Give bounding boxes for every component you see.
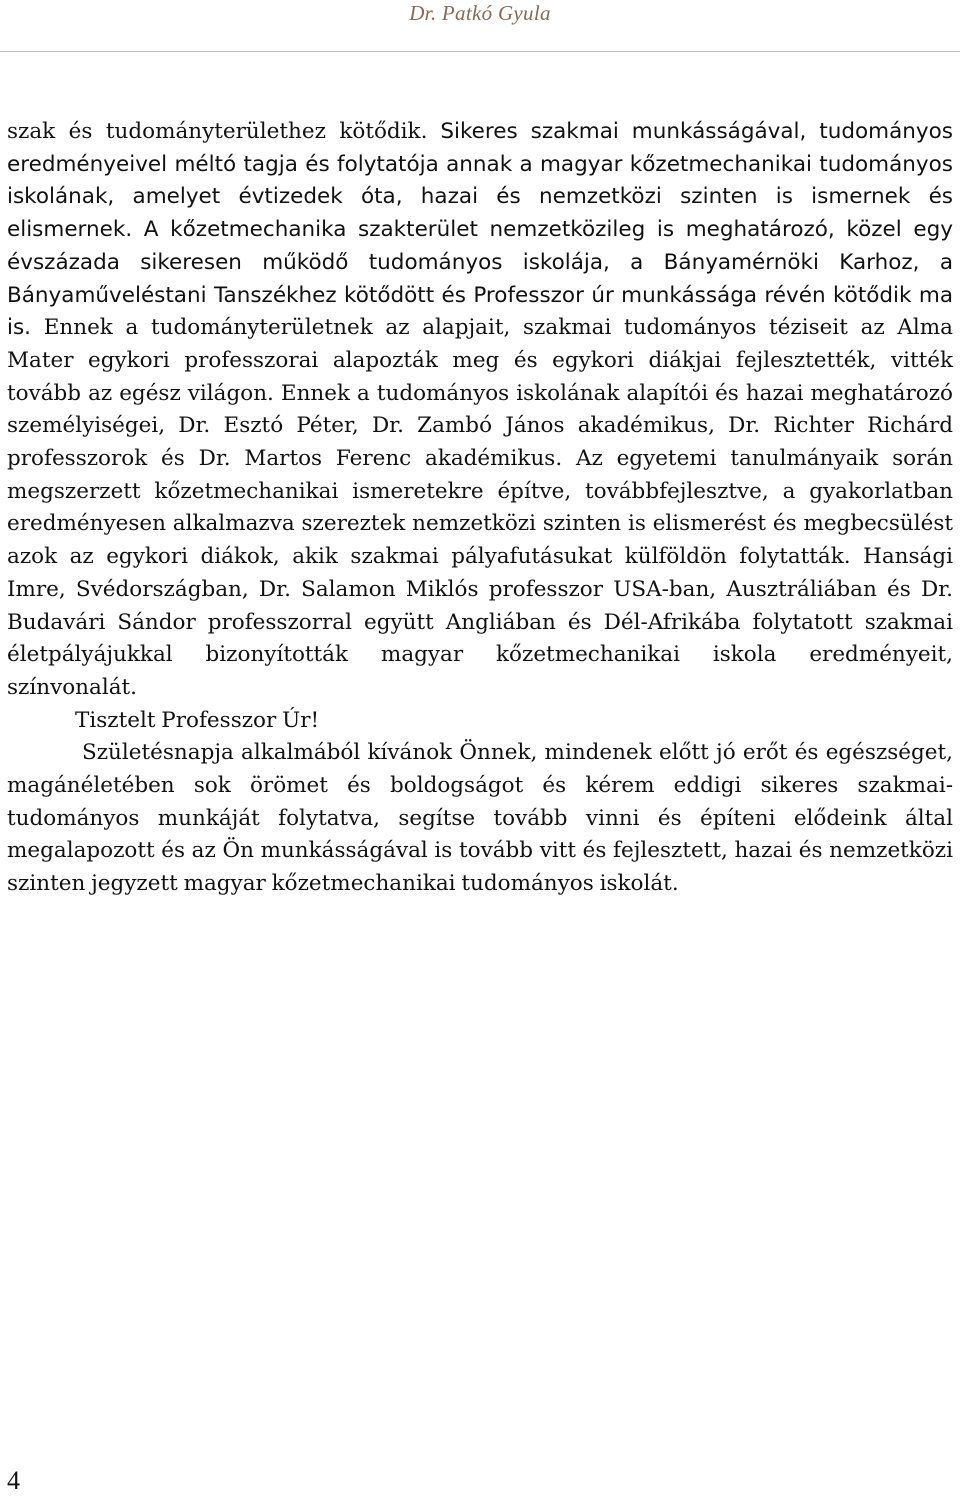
running-header [0,0,960,52]
text-run-founders: Ennek a tudományterületnek az alapjait, szakmai tudományos téziseit az Alma Mater egykori professzorai alapozták meg és egykori diákjai fejlesztették, vitték tovább az egész világon. Ennek a tudományos iskolának alapítói és hazai meghatározó személyiségei, Dr. Esztó Péter, Dr. Zambó János akadémikus, Dr. Richter Richárd professzorok és Dr. Martos Ferenc akadémikus. Az egyetemi tanulmányaik során megszerzett kőzetmechanikai ismeretekre építve, továbbfejlesztve, a gyakorlatban eredményesen alkalmazva szereztek nemzetközi szinten is elismerést és megbecsülést azok az egykori diákok, akik szakmai pályafutásukat külföldön folytatták. Hansági Imre, Svédországban, Dr. Salamon Miklós professzor USA-ban, Ausztráliában és Dr. Budavári Sándor professzorral együtt Angliában és Dél-Afrikába folytatott szakmai életpályájukkal bizonyították magyar kőzetmechanikai iskola eredményeit, színvonalát. [7,315,953,700]
header-author: Dr. Patkó Gyula [409,1,551,25]
paragraph-history [7,116,953,705]
body-text [7,116,953,901]
page-number: 4 [7,1466,20,1495]
text-run-school: Sikeres szakmai munkásságával, tudományos eredményeivel méltó tagja és folytatója annak a magyar kőzetmechanikai tudományos iskolának, amelyet évtizedek óta, hazai és nemzetközi szinten is ismernek és elismernek. A kőzetmechanika szakterület nemzetközileg is meghatározó, közel egy évszázada sikeresen működő tudományos iskolája, a Bányamérnöki Karhoz, a Bányaműveléstani Tanszékhez kötődött és Professzor úr munkássága révén kötődik ma is. [7,119,953,341]
paragraph-wishes: Születésnapja alkalmából kívánok Önnek, mindenek előtt jó erőt és egészséget, magánéletében sok örömet és boldogságot és kérem eddigi sikeres szakmai-tudományos munkáját folytatva, segítse tovább vinni és építeni elődeink által megalapozott és az Ön munkásságával is tovább vitt és fejlesztett, hazai és nemzetközi szinten jegyzett magyar kőzetmechanikai tudományos iskolát. [7,740,953,897]
text-run-intro: szak és tudományterülethez kötődik. [7,119,428,144]
greeting: Tisztelt Professzor Úr! [75,707,320,733]
